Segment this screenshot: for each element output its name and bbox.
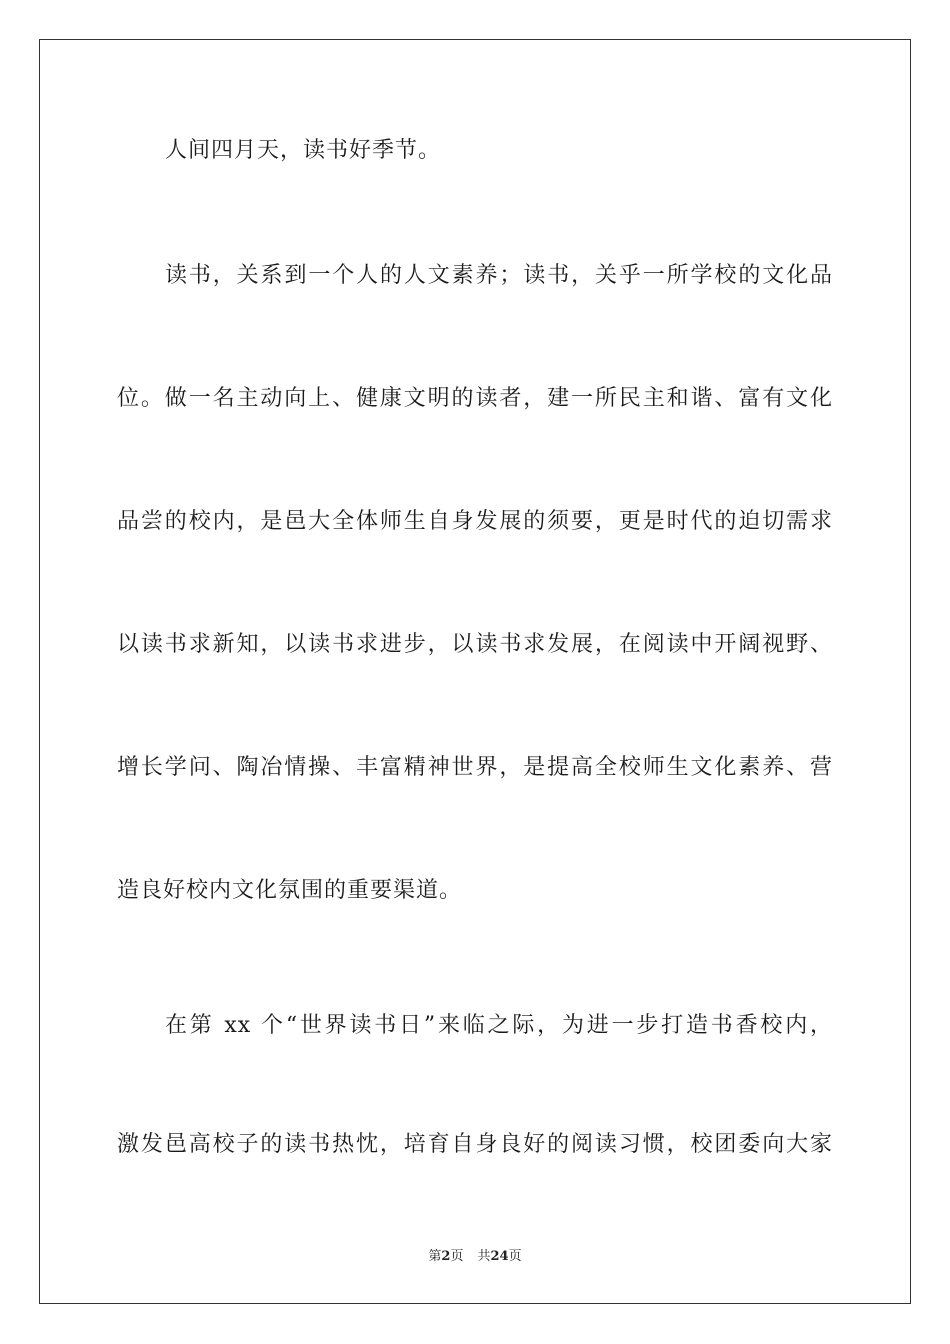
paragraph-line-7: 造良好校内文化氛围的重要渠道。 <box>117 878 463 903</box>
page-footer <box>0 1248 950 1266</box>
paragraph-line-5: 以读书求新知，以读书求进步，以读书求发展，在阅读中开阔视野、 <box>117 632 833 657</box>
page-prefix: 第 <box>428 1249 442 1264</box>
total-suffix: 页 <box>508 1249 522 1264</box>
total-prefix: 共 <box>477 1249 491 1264</box>
paragraph-line-4: 品尝的校内，是邑大全体师生自身发展的须要，更是时代的迫切需求 <box>117 509 833 534</box>
paragraph-line-2: 读书，关系到一个人的人文素养；读书，关乎一所学校的文化品 <box>165 263 833 288</box>
paragraph-line-6: 增长学问、陶冶情操、丰富精神世界，是提高全校师生文化素养、营 <box>117 755 833 780</box>
paragraph-line-8: 在第 xx 个“世界读书日”来临之际，为进一步打造书香校内， <box>165 1013 833 1038</box>
page-border <box>39 39 911 1304</box>
paragraph-line-1: 人间四月天，读书好季节。 <box>165 138 442 163</box>
page-number: 2 <box>441 1249 451 1264</box>
paragraph-line-3: 位。做一名主动向上、健康文明的读者，建一所民主和谐、富有文化 <box>117 386 833 411</box>
page-suffix: 页 <box>450 1249 464 1264</box>
total-pages: 24 <box>490 1249 509 1264</box>
paragraph-line-9: 激发邑高校子的读书热忱，培育自身良好的阅读习惯，校团委向大家 <box>117 1132 833 1157</box>
